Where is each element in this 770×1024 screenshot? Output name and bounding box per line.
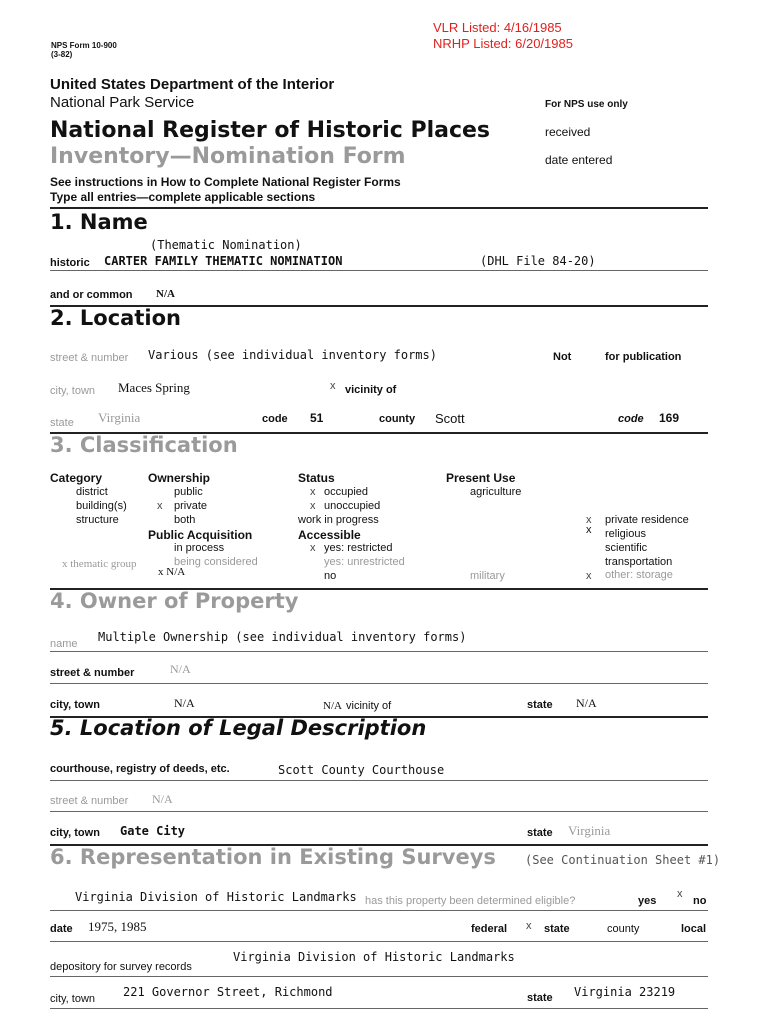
date-label: date — [50, 923, 73, 935]
service-name: National Park Service — [50, 94, 195, 111]
field-line — [50, 1008, 708, 1009]
form-date: (3-82) — [51, 50, 73, 59]
file-reference: (DHL File 84-20) — [480, 254, 596, 268]
vicinity-label: vicinity of — [345, 384, 397, 396]
common-value: N/A — [156, 288, 175, 300]
survey-city-label: city, town — [50, 993, 96, 1005]
field-line — [50, 683, 708, 684]
use-religious: religious — [605, 528, 646, 540]
status-occupied: occupied — [324, 486, 369, 498]
form-number: NPS Form 10-900 — [51, 41, 117, 50]
category-district: district — [76, 486, 108, 498]
local-level-label: local — [681, 923, 707, 935]
present-use-header: Present Use — [446, 471, 516, 485]
accessible-restricted: yes: restricted — [324, 542, 393, 554]
vlr-listed: VLR Listed: 4/16/1985 — [433, 20, 562, 35]
acquisition-being-considered: being considered — [174, 556, 258, 568]
section-4-heading: 4. Owner of Property — [50, 589, 299, 613]
street-label: street & number — [50, 352, 129, 364]
vicinity-mark: x — [330, 380, 336, 392]
category-structure: structure — [76, 514, 119, 526]
form-title: National Register of Historic Places — [50, 118, 491, 143]
accessible-no: no — [324, 570, 337, 582]
status-unoccupied: unoccupied — [324, 500, 381, 512]
status-header: Status — [298, 471, 335, 485]
state-label: state — [50, 417, 74, 429]
section-6-heading: 6. Representation in Existing Surveys — [50, 845, 496, 869]
other-mark: x — [586, 570, 592, 582]
survey-state-label: state — [527, 992, 553, 1004]
state-value: Virginia — [98, 410, 141, 425]
field-line — [50, 941, 708, 942]
public-acquisition-header: Public Acquisition — [148, 528, 253, 542]
ownership-header: Ownership — [148, 471, 211, 485]
acquisition-in-process: in process — [174, 542, 225, 554]
divider — [50, 207, 708, 209]
accessible-unrestricted: yes: unrestricted — [324, 556, 405, 568]
ownership-public: public — [174, 486, 203, 498]
religious-mark: x — [586, 524, 592, 536]
form-subtitle: Inventory—Nomination Form — [50, 144, 406, 169]
determined-label: has this property been determined eligible? — [365, 895, 576, 907]
historic-label: historic — [50, 257, 90, 269]
private-mark: x — [157, 500, 163, 512]
common-label: and or common — [50, 289, 133, 301]
section-3-heading: 3. Classification — [50, 433, 238, 457]
field-line — [50, 651, 708, 652]
acquisition-value: x N/A — [158, 566, 186, 578]
legal-street-value: N/A — [152, 792, 173, 806]
not-label: Not — [553, 351, 572, 363]
field-line — [50, 811, 708, 812]
code-label: code — [262, 413, 288, 425]
field-line — [50, 976, 708, 977]
section-1-heading: 1. Name — [50, 210, 148, 234]
field-line — [50, 780, 708, 781]
use-private-residence: private residence — [605, 514, 689, 526]
yes-label: yes — [638, 895, 657, 907]
owner-city-label: city, town — [50, 699, 100, 711]
depository-label: depository for survey records — [50, 961, 192, 973]
category-header: Category — [50, 471, 103, 485]
instructions-2: Type all entries—complete applicable sections — [50, 190, 316, 204]
city-value: Maces Spring — [118, 380, 190, 395]
county-value: Scott — [435, 411, 465, 426]
publication-label: for publication — [605, 351, 682, 363]
historic-value: CARTER FAMILY THEMATIC NOMINATION — [104, 254, 343, 268]
continuation-note: (See Continuation Sheet #1) — [525, 853, 721, 867]
accessible-header: Accessible — [298, 528, 361, 542]
date-value: 1975, 1985 — [88, 919, 147, 934]
legal-state-label: state — [527, 827, 553, 839]
section-5-heading: 5. Location of Legal Description — [50, 716, 427, 740]
owner-vicinity-label: vicinity of — [346, 700, 392, 712]
survey-city-value: 221 Governor Street, Richmond — [123, 985, 333, 999]
survey-title: Virginia Division of Historic Landmarks — [75, 890, 357, 904]
section-2-heading: 2. Location — [50, 306, 181, 330]
use-scientific: scientific — [605, 542, 648, 554]
thematic-note: (Thematic Nomination) — [150, 238, 302, 252]
courthouse-label: courthouse, registry of deeds, etc. — [50, 763, 230, 775]
county-code-label: code — [618, 413, 644, 425]
depository-value: Virginia Division of Historic Landmarks — [233, 950, 515, 964]
no-mark: x — [677, 888, 683, 900]
legal-city-value: Gate City — [120, 824, 186, 838]
field-line — [50, 270, 708, 271]
code-value: 51 — [310, 411, 324, 425]
ownership-both: both — [174, 514, 196, 526]
no-label: no — [693, 895, 707, 907]
legal-state-value: Virginia — [568, 823, 611, 838]
owner-state-label: state — [527, 699, 553, 711]
use-military: military — [470, 570, 505, 582]
state-mark: x — [526, 920, 532, 932]
category-other: x thematic group — [62, 558, 137, 570]
city-label: city, town — [50, 385, 96, 397]
state-level-label: state — [544, 923, 570, 935]
nrhp-listed: NRHP Listed: 6/20/1985 — [433, 36, 573, 51]
use-transportation: transportation — [605, 556, 673, 568]
street-value: Various (see individual inventory forms) — [148, 348, 437, 362]
owner-street-label: street & number — [50, 667, 135, 679]
use-agriculture: agriculture — [470, 486, 522, 498]
courthouse-value: Scott County Courthouse — [278, 763, 445, 777]
legal-street-label: street & number — [50, 795, 129, 807]
occupied-mark: x — [310, 486, 316, 498]
category-buildings: building(s) — [76, 500, 127, 512]
restricted-mark: x — [310, 542, 316, 554]
field-line — [50, 910, 708, 911]
use-other: other: storage — [605, 569, 673, 581]
owner-vicinity-value: N/A — [323, 700, 342, 712]
ownership-private: private — [174, 500, 208, 512]
owner-name-value: Multiple Ownership (see individual inventory forms) — [98, 630, 467, 644]
agency-name: United States Department of the Interior — [50, 76, 335, 93]
county-label: county — [379, 413, 416, 425]
county-code-value: 169 — [659, 411, 680, 425]
owner-city-value: N/A — [174, 696, 195, 710]
owner-name-label: name — [50, 638, 78, 650]
legal-city-label: city, town — [50, 827, 100, 839]
nps-use-only: For NPS use only — [545, 99, 628, 110]
owner-street-value: N/A — [170, 662, 191, 676]
received-label: received — [545, 125, 591, 139]
federal-label: federal — [471, 923, 508, 935]
owner-state-value: N/A — [576, 696, 597, 710]
survey-state-value: Virginia 23219 — [574, 985, 676, 999]
residence-mark: x — [586, 514, 592, 526]
county-level-label: county — [607, 923, 640, 935]
instructions: See instructions in How to Complete National Register Forms — [50, 175, 401, 189]
status-work-in-progress: work in progress — [298, 514, 379, 526]
unoccupied-mark: x — [310, 500, 316, 512]
date-entered-label: date entered — [545, 153, 613, 167]
